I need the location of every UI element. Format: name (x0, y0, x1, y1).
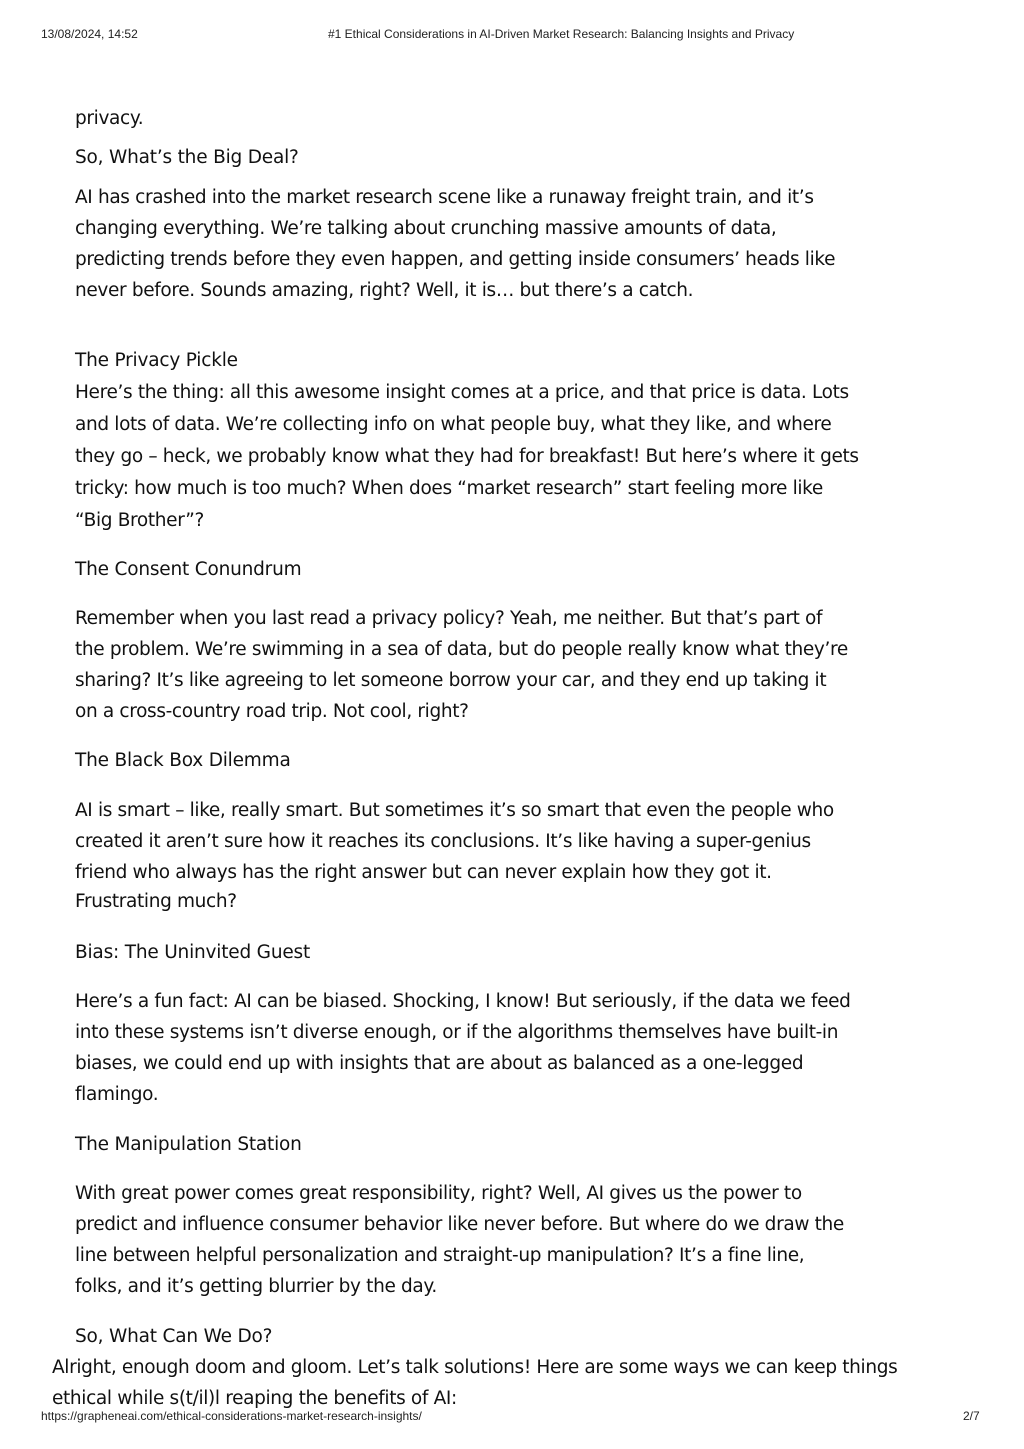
paragraph-line: friend who always has the right answer but can never explain how they got it. (75, 862, 772, 883)
paragraph-line: predict and influence consumer behavior like never before. But where do we draw the (75, 1214, 844, 1235)
section-heading-consent-conundrum: The Consent Conundrum (75, 559, 302, 580)
paragraph-line: Remember when you last read a privacy policy? Yeah, me neither. But that’s part of (75, 608, 823, 629)
intro-tail-text: privacy. (75, 108, 144, 129)
paragraph-line: changing everything. We’re talking about crunching massive amounts of data, (75, 218, 777, 239)
section-heading-black-box-dilemma: The Black Box Dilemma (75, 750, 291, 771)
paragraph-line: Here’s the thing: all this awesome insight comes at a price, and that price is data. Lots (75, 382, 849, 403)
source-url: https://grapheneai.com/ethical-considerations-market-research-insights/ (41, 1409, 422, 1423)
paragraph-line: Here’s a fun fact: AI can be biased. Shocking, I know! But seriously, if the data we feed (75, 991, 851, 1012)
paragraph-line: created it aren’t sure how it reaches its conclusions. It’s like having a super-genius (75, 831, 811, 852)
paragraph-line: With great power comes great responsibility, right? Well, AI gives us the power to (75, 1183, 802, 1204)
print-timestamp: 13/08/2024, 14:52 (41, 27, 138, 41)
paragraph-line: folks, and it’s getting blurrier by the day. (75, 1276, 437, 1297)
paragraph-line: flamingo. (75, 1084, 159, 1105)
paragraph-line: on a cross-country road trip. Not cool, right? (75, 701, 469, 722)
paragraph-line: line between helpful personalization and straight-up manipulation? It’s a fine line, (75, 1245, 805, 1266)
print-page-title: #1 Ethical Considerations in AI-Driven Market Research: Balancing Insights and Privacy (328, 27, 795, 41)
paragraph-line: tricky: how much is too much? When does “market research” start feeling more like (75, 478, 823, 499)
paragraph-line: sharing? It’s like agreeing to let someone borrow your car, and they end up taking it (75, 670, 827, 691)
section-heading-what-can-we-do: So, What Can We Do? (75, 1326, 273, 1347)
section-heading-big-deal: So, What’s the Big Deal? (75, 147, 299, 168)
section-heading-bias: Bias: The Uninvited Guest (75, 942, 311, 963)
paragraph-line: into these systems isn’t diverse enough, or if the algorithms themselves have built-in (75, 1022, 839, 1043)
paragraph-line: and lots of data. We’re collecting info on what people buy, what they like, and where (75, 414, 832, 435)
paragraph-line: ethical while s(t/il)l reaping the benefits of AI: (52, 1388, 457, 1409)
paragraph-line: AI is smart – like, really smart. But sometimes it’s so smart that even the people who (75, 800, 834, 821)
paragraph-line: “Big Brother”? (75, 510, 204, 531)
paragraph-line: they go – heck, we probably know what they had for breakfast! But here’s where it gets (75, 446, 859, 467)
paragraph-line: the problem. We’re swimming in a sea of data, but do people really know what they’re (75, 639, 848, 660)
page-number: 2/7 (963, 1409, 980, 1423)
paragraph-line: predicting trends before they even happen, and getting inside consumers’ heads like (75, 249, 836, 270)
paragraph-line: AI has crashed into the market research scene like a runaway freight train, and it’s (75, 187, 814, 208)
section-heading-manipulation-station: The Manipulation Station (75, 1134, 302, 1155)
paragraph-line: Frustrating much? (75, 891, 237, 912)
section-heading-privacy-pickle: The Privacy Pickle (75, 350, 238, 371)
paragraph-line: biases, we could end up with insights that are about as balanced as a one-legged (75, 1053, 804, 1074)
paragraph-line: Alright, enough doom and gloom. Let’s talk solutions! Here are some ways we can keep things (52, 1357, 898, 1378)
paragraph-line: never before. Sounds amazing, right? Well, it is… but there’s a catch. (75, 280, 694, 301)
